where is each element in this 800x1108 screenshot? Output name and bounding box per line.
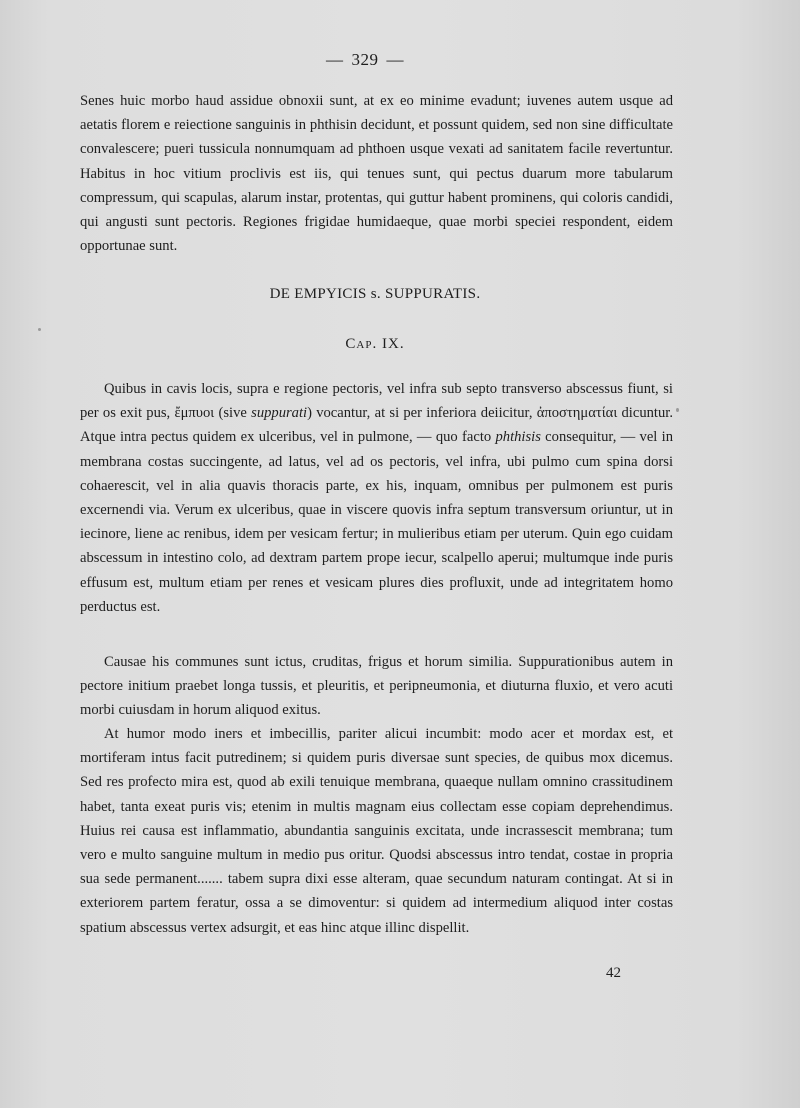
chapter-label: Cap.: [345, 336, 378, 352]
italic-phthisis: phthisis: [495, 429, 541, 446]
paragraph-senes: Senes huic morbo haud assidue obnoxii sunt, at ex eo minime evadunt; iuvenes autem usque ad aetatis florem e reiectione sanguinis in phthisin decidunt, et possunt quidem, sed non sine difficultate convalescere; pueri tussicula nonnumquam ad phthoen usque vexati ad sanitatem facile revertuntur. Habitus in hoc vitium proclivis est iis, qui tenues sunt, qui pectus duarum more tabularum compressum, qui scapulas, alarum instar, protentas, qui guttur habent prominens, qui coloris candidi, qui angusti sunt pectoris. Regiones frigidae humidaeque, quae morbi speciei respondent, eidem opportunae sunt.: [80, 93, 673, 255]
paragraph-quibus-text-d: dicuntur. Atque intra pectus quidem ex ulceribus, vel in pulmone, — quo facto: [80, 405, 673, 446]
paragraph-quibus-text-a: Quibus in cavis locis, supra e regione pectoris, vel infra sub septo transverso abscessus fiunt, si per os exit pus,: [80, 381, 673, 422]
paper-speck: [676, 408, 679, 412]
chapter-heading: [0, 336, 750, 353]
greek-apostematiai: ἀποστηματίαι: [536, 405, 618, 422]
chapter-number: IX.: [382, 336, 405, 352]
paragraph-quibus: [80, 377, 673, 619]
paragraph-causae: Causae his communes sunt ictus, cruditas, frigus et horum similia. Suppurationibus autem in pectore initium praebet longa tussis, et pleuritis, et peripneumonia, et diuturna fluxio, et vero acuti morbi cuiusdam in horum aliquod exitus.: [80, 654, 673, 719]
paragraph-quibus-text-e: consequitur, — vel in membrana costas succingente, ad latus, vel ad os pectoris, vel infra, ubi pulmo cum spina dorsi cohaerescit, vel in alia quavis thoracis parte, ex his, inquam, omnibus per pulmonem est puris excernendi via. Verum ex ulceribus, quae in viscere quovis infra septum transversum oriuntur, ut in iecinore, liene ac renibus, idem per vesicam fertur; in mulieribus etiam per uterum. Quin ego cuidam abscessum in intestino colo, ad dextram partem prope iecur, scalpello aperui; multumque inde puris effusum est, multum etiam per renes et vesicam plures dies profluxit, unde ad integritatem homo perductus est.: [80, 429, 673, 615]
paper-speck: [38, 328, 41, 331]
page-number-dash-right: —: [386, 50, 404, 69]
paragraph-quibus-text-c: ) vocantur, at si per inferiora deiicitur,: [307, 405, 537, 422]
page-number: [0, 50, 730, 70]
section-heading: DE EMPYICIS s. SUPPURATIS.: [269, 286, 481, 302]
page-number-value: 329: [351, 50, 379, 69]
signature-mark: 42: [606, 965, 621, 981]
paragraph-at-humor: At humor modo iners et imbecillis, pariter alicui incumbit: modo acer et mordax est, et mortiferam intus facit putredinem; si quidem puris diversae sunt species, de quibus mox dicemus. Sed res profecto mira est, quod ab exili tenuique membrana, quaeque nullam omnino crassitudinem habet, tanta exeat puris vis; etenim in multis magnam eius collectam esse copiam deprehendimus. Huius rei causa est inflammatio, abundantia sanguinis excitata, unde incrassescit membrana; tum vero e multo sanguine multum in medio pus oritur. Quodsi abscessus intro tendat, costae in propria sua sede permanent....... tabem supra dixi esse alteram, quae secundum naturam contingat. At si in exteriorem partem feratur, ossa a se dimoventur: si quidem ad intermedium aliquod inter costas spatium abscessus vertex adsurgit, et eas hinc atque illinc dispellit.: [80, 726, 673, 936]
page-number-dash-left: —: [326, 50, 344, 69]
italic-suppurati: suppurati: [251, 405, 308, 422]
greek-empyoi: ἔμπυοι: [174, 405, 215, 422]
paragraph-quibus-text-b: (sive: [214, 405, 252, 422]
